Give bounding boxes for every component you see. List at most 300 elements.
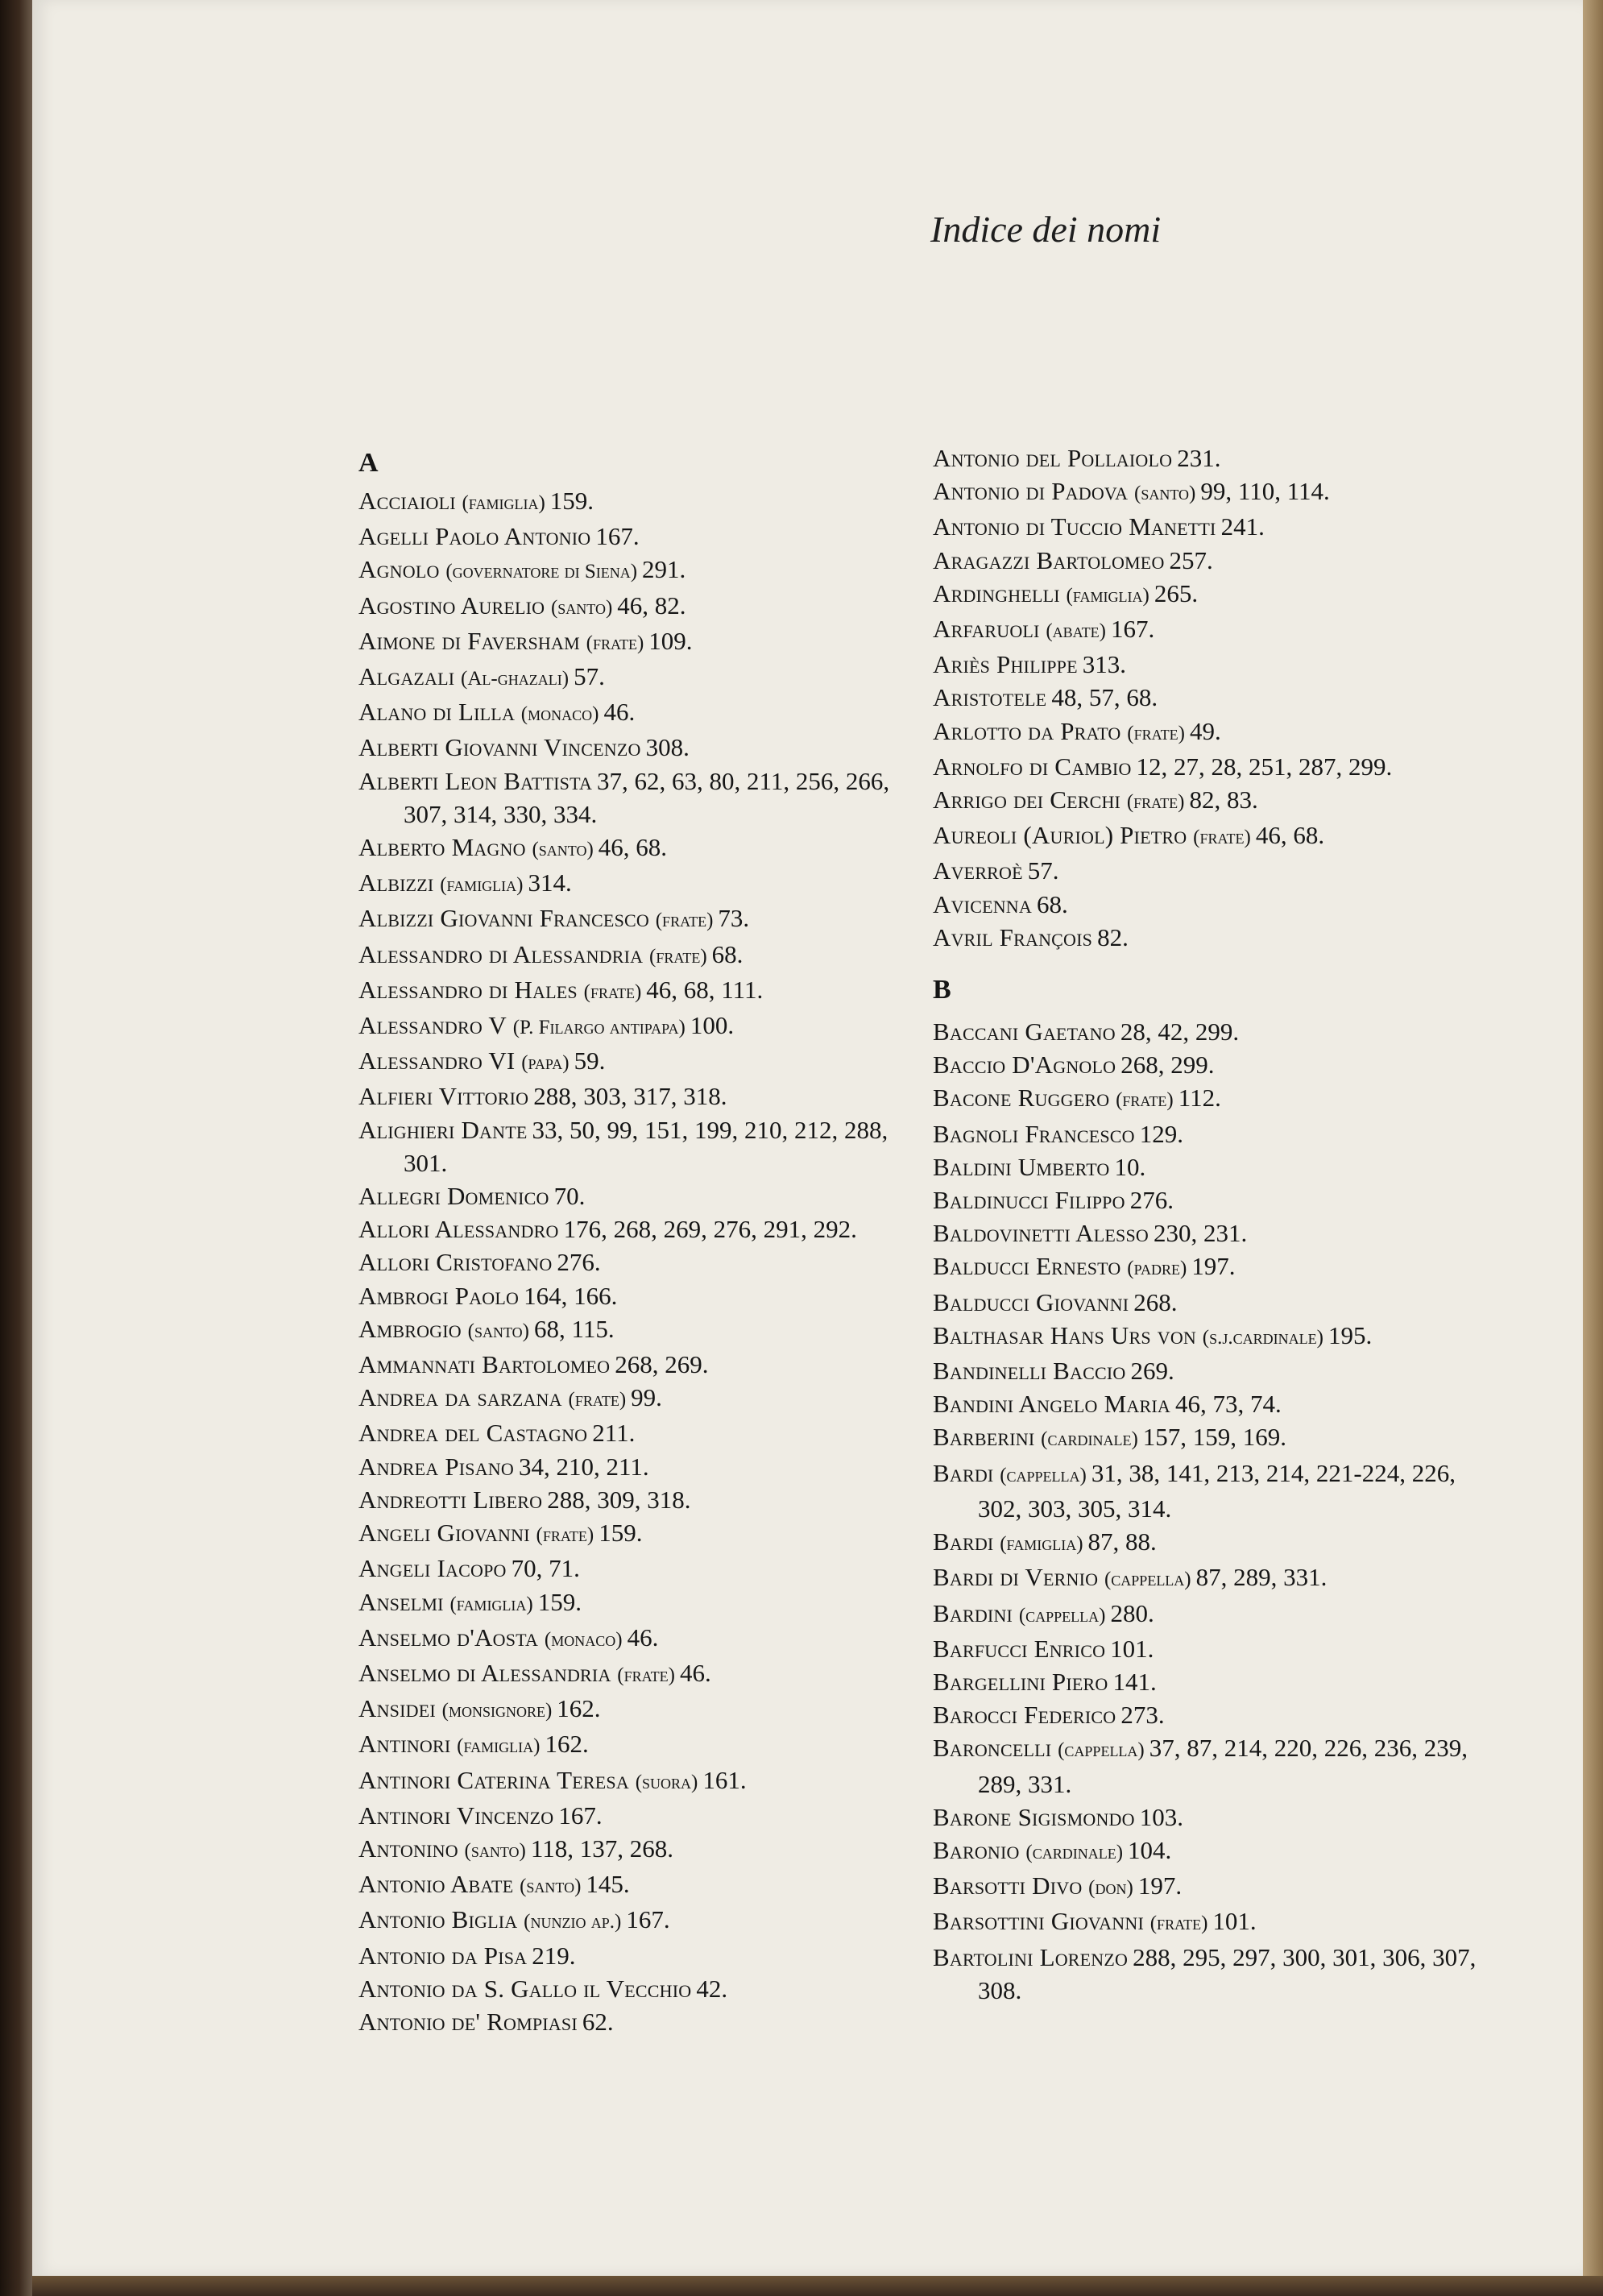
index-entry — [933, 888, 1497, 921]
entry-pages: 28, 42, 299. — [1120, 1017, 1240, 1046]
index-column-right — [933, 441, 1497, 2007]
index-entry — [933, 1081, 1497, 1117]
index-entry — [358, 1348, 922, 1381]
entry-pages: 112. — [1178, 1084, 1221, 1113]
index-entry — [358, 1279, 922, 1312]
entry-pages: 276. — [557, 1248, 601, 1277]
entry-qualifier: (frate) — [1127, 722, 1185, 744]
entry-name: Allegri Domenico — [358, 1182, 549, 1211]
index-entry — [358, 938, 922, 973]
entry-qualifier: (abate) — [1046, 620, 1106, 643]
entry-pages: 46. — [627, 1623, 659, 1652]
entry-name: Barocci Federico — [933, 1701, 1116, 1730]
entry-name: Bargellini Piero — [933, 1667, 1108, 1696]
entry-name: Aimone di Faversham — [358, 626, 580, 655]
entry-pages: 288, 309, 318. — [547, 1485, 691, 1514]
entry-pages: 87, 289, 331. — [1195, 1563, 1328, 1592]
entry-pages: 46. — [679, 1658, 711, 1687]
entry-pages: 62. — [582, 2007, 614, 2036]
entry-name: Antonio de' Rompiasi — [358, 2007, 578, 2036]
index-entry — [933, 1420, 1497, 1456]
entry-pages: 34, 210, 211. — [518, 1452, 649, 1481]
entry-pages: 68. — [1036, 889, 1068, 918]
entry-qualifier: (padre) — [1127, 1258, 1187, 1280]
entry-name: Baccio D'Agnolo — [933, 1051, 1116, 1080]
entry-name: Alberti Giovanni Vincenzo — [358, 733, 641, 762]
entry-pages: 288, 303, 317, 318. — [533, 1082, 727, 1111]
entry-qualifier: (frate) — [536, 1524, 594, 1547]
entry-name: Bardini — [933, 1598, 1013, 1627]
index-entry — [933, 1698, 1497, 1731]
entry-qualifier: (santo) — [1134, 483, 1196, 505]
entry-name: Andrea del Castagno — [358, 1419, 588, 1448]
entry-qualifier: (famiglia) — [440, 874, 524, 897]
index-entry — [933, 1286, 1497, 1319]
entry-name: Bandini Angelo Maria — [933, 1390, 1170, 1419]
entry-name: Antonio da S. Gallo il Vecchio — [358, 1974, 692, 2003]
entry-pages: 161. — [702, 1765, 747, 1794]
entry-qualifier: (famiglia) — [1066, 584, 1149, 607]
entry-pages: 167. — [1110, 615, 1155, 644]
entry-pages: 42. — [696, 1974, 728, 2003]
index-entry — [933, 1150, 1497, 1183]
entry-name: Arfaruoli — [933, 615, 1040, 644]
entry-name: Arrigo dei Cerchi — [933, 785, 1121, 814]
entry-pages: 141. — [1112, 1667, 1157, 1696]
entry-qualifier: (famiglia) — [1000, 1533, 1083, 1556]
entry-name: Ariès Philippe — [933, 650, 1078, 679]
entry-name: Alfieri Vittorio — [358, 1082, 529, 1111]
entry-pages: 197. — [1191, 1252, 1236, 1281]
entry-qualifier: (don) — [1088, 1877, 1133, 1900]
entry-pages: 176, 268, 269, 276, 291, 292. — [563, 1215, 857, 1244]
entry-name: Agelli Paolo Antonio — [358, 522, 591, 551]
entry-pages: 157, 159, 169. — [1142, 1423, 1287, 1452]
entry-name: Bardi di Vernio — [933, 1563, 1099, 1592]
entry-name: Antinori — [358, 1730, 451, 1759]
entry-pages: 211. — [592, 1419, 636, 1448]
index-entry — [358, 2005, 922, 2038]
entry-name: Balducci Ernesto — [933, 1252, 1121, 1281]
entry-pages: 273. — [1120, 1701, 1165, 1730]
entry-pages: 57. — [1027, 856, 1059, 885]
index-entry — [933, 577, 1497, 612]
entry-pages: 57. — [574, 662, 605, 691]
entry-pages: 145. — [586, 1870, 630, 1899]
entry-pages: 313. — [1082, 650, 1126, 679]
entry-name: Baldovinetti Alesso — [933, 1219, 1149, 1248]
index-entry — [933, 715, 1497, 750]
entry-qualifier: (cardinale) — [1041, 1428, 1138, 1451]
entry-pages: 37, 87, 214, 220, 226, 236, 239, 289, 331. — [978, 1734, 1474, 1798]
entry-pages: 280. — [1110, 1598, 1154, 1627]
entry-qualifier: (P. Filargo antipapa) — [512, 1017, 686, 1039]
index-entry — [358, 553, 922, 588]
entry-pages: 46. — [603, 698, 636, 727]
index-entry — [358, 1799, 922, 1832]
entry-name: Aureoli (Auriol) Pietro — [933, 821, 1187, 850]
entry-pages: 99. — [631, 1383, 662, 1412]
entry-qualifier: (santo) — [464, 1839, 526, 1862]
index-entry — [933, 1354, 1497, 1387]
entry-pages: 231. — [1177, 444, 1221, 472]
index-entry — [933, 1560, 1497, 1596]
entry-pages: 265. — [1154, 578, 1199, 607]
entry-pages: 46, 68. — [1255, 821, 1325, 850]
entry-name: Angeli Giovanni — [358, 1519, 530, 1548]
index-entry — [933, 510, 1497, 543]
index-entry — [358, 1381, 922, 1416]
entry-pages: 31, 38, 141, 213, 214, 221-224, 226, 302, 303, 305, 314. — [978, 1458, 1462, 1523]
letter-heading-b: B — [933, 975, 951, 1005]
index-entry — [358, 624, 922, 660]
entry-qualifier: (cappella) — [1018, 1604, 1106, 1627]
entry-name: Alessandro VI — [358, 1046, 516, 1075]
index-entry — [358, 1763, 922, 1799]
index-entry — [933, 783, 1497, 819]
index-entry — [358, 589, 922, 624]
entry-qualifier: (suora) — [635, 1771, 698, 1793]
entry-pages: 268. — [1133, 1287, 1178, 1316]
entry-name: Albizzi — [358, 868, 434, 897]
entry-pages: 59. — [574, 1046, 606, 1075]
letter-heading-a: A — [358, 448, 379, 478]
entry-name: Antonio di Padova — [933, 477, 1129, 506]
entry-name: Barsottini Giovanni — [933, 1907, 1144, 1936]
index-entry — [933, 1597, 1497, 1632]
entry-qualifier: (Al-ghazali) — [461, 668, 570, 690]
entry-qualifier: (monaco) — [544, 1628, 623, 1651]
entry-name: Baldini Umberto — [933, 1152, 1110, 1181]
entry-pages: 46, 68, 111. — [646, 975, 764, 1004]
entry-qualifier: (frate) — [1149, 1913, 1208, 1935]
entry-qualifier: (nunzio ap.) — [524, 1911, 622, 1933]
index-entry — [933, 750, 1497, 783]
entry-pages: 10. — [1114, 1152, 1146, 1181]
index-entry — [358, 1727, 922, 1763]
entry-qualifier: (cappella) — [1000, 1464, 1087, 1486]
entry-name: Balducci Giovanni — [933, 1287, 1129, 1316]
entry-name: Agostino Aurelio — [358, 591, 545, 620]
entry-pages: 68, 115. — [533, 1314, 615, 1343]
entry-pages: 159. — [599, 1519, 643, 1548]
entry-pages: 288, 295, 297, 300, 301, 306, 307, 308. — [978, 1942, 1483, 2004]
entry-name: Ansidei — [358, 1694, 436, 1723]
entry-qualifier: (frate) — [1126, 791, 1185, 814]
entry-qualifier: (frate) — [1116, 1089, 1174, 1112]
index-entry — [933, 1183, 1497, 1216]
index-entry — [358, 831, 922, 866]
entry-pages: 162. — [557, 1694, 601, 1723]
entry-pages: 101. — [1110, 1634, 1154, 1663]
index-entry — [358, 1972, 922, 2005]
entry-name: Andrea da sarzana — [358, 1383, 562, 1412]
entry-name: Baccani Gaetano — [933, 1017, 1116, 1046]
entry-qualifier: (frate) — [1193, 827, 1251, 849]
index-entry — [933, 648, 1497, 681]
index-entry — [933, 1731, 1497, 1800]
index-entry — [933, 1250, 1497, 1285]
entry-pages: 269. — [1130, 1357, 1174, 1386]
index-entry — [358, 973, 922, 1009]
index-entry — [358, 1113, 922, 1179]
index-entry — [358, 1552, 922, 1585]
index-entry — [933, 1941, 1497, 2007]
entry-pages: 159. — [549, 487, 594, 515]
entry-qualifier: (frate) — [586, 632, 644, 654]
entry-pages: 257. — [1169, 545, 1213, 574]
index-entry — [358, 1903, 922, 1938]
index-entry — [358, 901, 922, 937]
entry-list-right-a — [933, 441, 1497, 954]
entry-name: Ammannati Bartolomeo — [358, 1350, 611, 1379]
entry-name: Bardi — [933, 1527, 994, 1556]
index-entry — [933, 1457, 1497, 1525]
entry-pages: 195. — [1328, 1320, 1373, 1349]
entry-name: Agnolo — [358, 555, 440, 584]
index-entry — [933, 612, 1497, 648]
index-entry — [933, 1319, 1497, 1354]
entry-name: Anselmo d'Aosta — [358, 1623, 539, 1652]
index-entry — [933, 1015, 1497, 1048]
index-entry — [358, 1009, 922, 1044]
entry-pages: 37, 62, 63, 80, 211, 256, 266, 307, 314, 330, 334. — [404, 766, 896, 828]
entry-pages: 314. — [528, 868, 572, 897]
index-entry — [358, 660, 922, 695]
entry-pages: 46, 82. — [617, 591, 686, 620]
entry-pages: 308. — [645, 733, 690, 762]
entry-name: Avril François — [933, 922, 1093, 951]
entry-pages: 68. — [711, 939, 744, 968]
entry-name: Baroncelli — [933, 1734, 1052, 1763]
entry-pages: 162. — [545, 1730, 589, 1759]
index-entry — [933, 819, 1497, 854]
entry-name: Arlotto da Prato — [933, 716, 1121, 745]
entry-name: Algazali — [358, 662, 455, 691]
index-entry — [933, 1869, 1497, 1904]
entry-name: Alighieri Dante — [358, 1115, 528, 1144]
entry-qualifier: (frate) — [617, 1664, 675, 1686]
entry-name: Balthasar Hans Urs von — [933, 1320, 1197, 1349]
entry-name: Antinori Vincenzo — [358, 1801, 554, 1830]
entry-name: Alberti Leon Battista — [358, 766, 593, 795]
index-entry — [358, 520, 922, 553]
index-entry — [933, 681, 1497, 714]
entry-qualifier: (cardinale) — [1025, 1841, 1124, 1863]
index-entry — [358, 1867, 922, 1903]
entry-pages: 73. — [718, 904, 750, 933]
entry-qualifier: (monaco) — [520, 703, 599, 726]
entry-pages: 291. — [642, 555, 686, 584]
entry-pages: 100. — [690, 1011, 735, 1040]
entry-qualifier: (monsignore) — [441, 1700, 553, 1722]
entry-qualifier: (famiglia) — [462, 492, 545, 514]
entry-name: Barfucci Enrico — [933, 1634, 1106, 1663]
index-entry — [933, 1632, 1497, 1665]
entry-pages: 167. — [595, 522, 640, 551]
entry-name: Alberto Magno — [358, 833, 526, 862]
entry-name: Allori Cristofano — [358, 1248, 553, 1277]
entry-name: Acciaioli — [358, 487, 456, 515]
entry-pages: 70. — [553, 1182, 586, 1211]
index-entry — [358, 695, 922, 731]
entry-qualifier: (famiglia) — [457, 1735, 541, 1758]
index-entry — [933, 475, 1497, 510]
entry-name: Aragazzi Bartolomeo — [933, 545, 1165, 574]
index-entry — [358, 765, 922, 831]
entry-name: Antonino — [358, 1834, 458, 1863]
entry-name: Bardi — [933, 1458, 994, 1487]
index-entry — [358, 866, 922, 901]
index-entry — [358, 1656, 922, 1692]
entry-name: Antonio da Pisa — [358, 1941, 528, 1970]
entry-pages: 167. — [558, 1801, 603, 1830]
entry-name: Baldinucci Filippo — [933, 1186, 1125, 1215]
entry-pages: 230, 231. — [1153, 1219, 1248, 1248]
entry-name: Baronio — [933, 1835, 1020, 1864]
entry-name: Bartolini Lorenzo — [933, 1942, 1129, 1971]
entry-name: Aristotele — [933, 683, 1047, 712]
index-entry — [933, 1665, 1497, 1698]
entry-pages: 33, 50, 99, 151, 199, 210, 212, 288, 301. — [404, 1115, 894, 1177]
entry-name: Antonio Abate — [358, 1870, 514, 1899]
entry-qualifier: (cappella) — [1104, 1569, 1191, 1591]
entry-name: Ambrogi Paolo — [358, 1281, 520, 1310]
index-entry — [358, 1516, 922, 1552]
entry-name: Arnolfo di Cambio — [933, 752, 1132, 781]
index-entry — [933, 1525, 1497, 1560]
index-entry — [358, 1483, 922, 1516]
entry-name: Albizzi Giovanni Francesco — [358, 904, 649, 933]
entry-pages: 46, 73, 74. — [1174, 1390, 1282, 1419]
entry-name: Alessandro di Alessandria — [358, 939, 644, 968]
index-entry — [358, 1939, 922, 1972]
entry-name: Antinori Caterina Teresa — [358, 1765, 629, 1794]
index-entry — [933, 1834, 1497, 1869]
entry-name: Ardinghelli — [933, 578, 1060, 607]
entry-pages: 70, 71. — [511, 1554, 580, 1583]
entry-pages: 104. — [1128, 1835, 1172, 1864]
entry-name: Averroè — [933, 856, 1023, 885]
index-entry — [358, 1080, 922, 1113]
entry-pages: 276. — [1129, 1186, 1174, 1215]
entry-pages: 118, 137, 268. — [530, 1834, 673, 1863]
index-entry — [358, 1692, 922, 1727]
entry-pages: 99, 110, 114. — [1200, 477, 1330, 506]
entry-name: Antonio Biglia — [358, 1905, 518, 1934]
entry-name: Andreotti Libero — [358, 1485, 543, 1514]
entry-name: Barberini — [933, 1423, 1035, 1452]
index-entry — [933, 441, 1497, 475]
index-entry — [358, 1245, 922, 1279]
entry-qualifier: (papa) — [521, 1052, 570, 1075]
entry-pages: 164, 166. — [524, 1281, 618, 1310]
entry-name: Alano di Lilla — [358, 698, 516, 727]
entry-qualifier: (frate) — [649, 945, 707, 968]
index-entry — [933, 1117, 1497, 1150]
index-entry — [358, 1312, 922, 1348]
entry-qualifier: (frate) — [655, 910, 714, 932]
entry-pages: 48, 57, 68. — [1051, 683, 1158, 712]
index-entry — [358, 1832, 922, 1867]
index-entry — [933, 1048, 1497, 1081]
page-edge-bottom — [32, 2276, 1603, 2296]
index-entry — [358, 1450, 922, 1483]
entry-name: Andrea Pisano — [358, 1452, 514, 1481]
entry-qualifier: (s.j.cardinale) — [1202, 1326, 1323, 1349]
entry-pages: 82, 83. — [1189, 785, 1258, 814]
index-column-left — [358, 441, 922, 2038]
entry-pages: 46, 68. — [598, 833, 668, 862]
index-entry — [933, 921, 1497, 954]
entry-pages: 109. — [648, 626, 693, 655]
entry-name: Barsotti Divo — [933, 1871, 1083, 1900]
entry-qualifier: (santo) — [532, 839, 594, 861]
entry-list-left — [358, 484, 922, 2038]
entry-qualifier: (santo) — [520, 1875, 582, 1898]
entry-qualifier: (cappella) — [1058, 1739, 1145, 1762]
entry-qualifier: (governatore di Siena) — [445, 561, 638, 583]
entry-pages: 129. — [1139, 1119, 1183, 1148]
index-entry — [358, 1044, 922, 1080]
entry-qualifier: (famiglia) — [449, 1593, 533, 1615]
entry-pages: 268, 299. — [1120, 1051, 1215, 1080]
index-entry — [358, 1585, 922, 1621]
entry-qualifier: (frate) — [568, 1389, 627, 1411]
entry-pages: 103. — [1139, 1802, 1183, 1831]
entry-pages: 101. — [1212, 1907, 1257, 1936]
index-entry — [358, 1179, 922, 1212]
entry-name: Avicenna — [933, 889, 1032, 918]
entry-qualifier: (santo) — [467, 1320, 529, 1342]
index-entry — [358, 1416, 922, 1449]
index-entry — [933, 1904, 1497, 1940]
entry-pages: 219. — [532, 1941, 576, 1970]
entry-name: Anselmo di Alessandria — [358, 1658, 611, 1687]
index-entry — [358, 1621, 922, 1656]
entry-pages: 49. — [1189, 716, 1221, 745]
entry-name: Bandinelli Baccio — [933, 1357, 1126, 1386]
entry-name: Bacone Ruggero — [933, 1084, 1110, 1113]
index-entry — [358, 731, 922, 764]
entry-name: Ambrogio — [358, 1314, 462, 1343]
index-entry — [933, 1387, 1497, 1420]
entry-pages: 268, 269. — [615, 1350, 709, 1379]
entry-name: Alessandro di Hales — [358, 975, 578, 1004]
entry-name: Barone Sigismondo — [933, 1802, 1135, 1831]
entry-qualifier: (santo) — [550, 596, 613, 619]
entry-pages: 197. — [1137, 1871, 1183, 1900]
entry-name: Antonio di Tuccio Manetti — [933, 512, 1216, 541]
entry-name: Anselmi — [358, 1587, 444, 1616]
entry-pages: 167. — [626, 1905, 670, 1934]
index-entry — [358, 1212, 922, 1245]
entry-name: Bagnoli Francesco — [933, 1119, 1135, 1148]
entry-name: Antonio del Pollaiolo — [933, 444, 1173, 472]
entry-pages: 87, 88. — [1087, 1527, 1157, 1556]
entry-pages: 82. — [1097, 922, 1129, 951]
index-entry — [933, 854, 1497, 887]
entry-pages: 12, 27, 28, 251, 287, 299. — [1136, 752, 1393, 781]
index-entry — [933, 544, 1497, 577]
page-title: Indice dei nomi — [930, 209, 1162, 250]
book-spine — [0, 0, 32, 2296]
entry-pages: 159. — [537, 1587, 582, 1616]
index-entry — [358, 484, 922, 520]
entry-name: Angeli Iacopo — [358, 1554, 507, 1583]
entry-list-right-b — [933, 1015, 1497, 2007]
entry-name: Alessandro V — [358, 1011, 507, 1040]
